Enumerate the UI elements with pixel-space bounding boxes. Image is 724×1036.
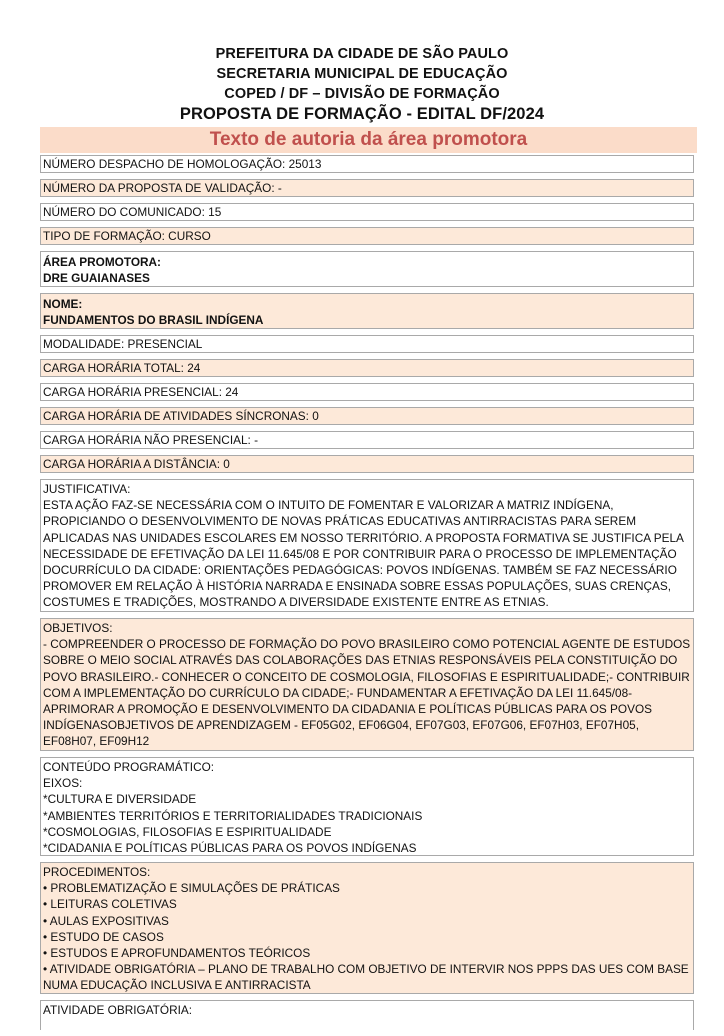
field-tipo: TIPO DE FORMAÇÃO: CURSO bbox=[40, 227, 694, 245]
atividade-label: ATIVIDADE OBRIGATÓRIA: bbox=[43, 1003, 193, 1017]
header-coped: COPED / DF – DIVISÃO DE FORMAÇÃO bbox=[224, 86, 500, 102]
procedimento-item: • ATIVIDADE OBRIGATÓRIA – PLANO DE TRABALHO COM OBJETIVO DE INTERVIR NOS PPPS DAS UES COM BASE NUMA EDUCAÇÃO INCLUSIVA E ANTIRRACISTA bbox=[43, 962, 689, 993]
field-carga-nao-presencial: CARGA HORÁRIA NÃO PRESENCIAL: - bbox=[40, 431, 694, 449]
field-despacho: NÚMERO DESPACHO DE HOMOLOGAÇÃO: 25013 bbox=[40, 155, 694, 173]
header-prefeitura: PREFEITURA DA CIDADE DE SÃO PAULO bbox=[215, 46, 509, 62]
nome-label: NOME: bbox=[43, 297, 83, 311]
field-atividade-obrigatoria bbox=[40, 1000, 694, 1030]
subtitle-banner: Texto de autoria da área promotora bbox=[40, 127, 697, 153]
field-carga-total: CARGA HORÁRIA TOTAL: 24 bbox=[40, 359, 694, 377]
nome-value: FUNDAMENTOS DO BRASIL INDÍGENA bbox=[43, 313, 264, 328]
field-comunicado: NÚMERO DO COMUNICADO: 15 bbox=[40, 203, 694, 221]
procedimento-item: • ESTUDOS E APROFUNDAMENTOS TEÓRICOS bbox=[43, 946, 311, 961]
field-carga-presencial: CARGA HORÁRIA PRESENCIAL: 24 bbox=[40, 383, 694, 401]
objetivos-label: OBJETIVOS: bbox=[43, 621, 113, 635]
objetivos-text: - COMPREENDER O PROCESSO DE FORMAÇÃO DO POVO BRASILEIRO COMO POTENCIAL AGENTE DE ESTUDOS SOBRE O MEIO SOCIAL ATRAVÉS DAS COLABORAÇÕES DAS ETNIAS RESPONSÁVEIS PELA CONSTITUIÇÃO DO POVO BRASILEIRO.- CONHECER O CONCEITO DE COSMOLOGIA, FILOSOFIAS E ESPIRITUALIDADE;- CONTRIBUIR COM A IMPLEMENTAÇÃO DO CURRÍCULO DA CIDADE;- FUNDAMENTAR A EFETIVAÇÃO DA LEI 11.645/08- APRIMORAR A PROMOÇÃO E DESENVOLVIMENTO DA CIDADANIA E POLÍTICAS PÚBLICAS PARA OS POVOS INDÍGENASOBJETIVOS DE APRENDIZAGEM - EF05G02, EF06G04, EF07G03, EF07G06, EF07H03, EF07H05, EF08H07, EF09H12 bbox=[43, 637, 691, 749]
conteudo-label: CONTEÚDO PROGRAMÁTICO: bbox=[43, 760, 215, 774]
field-carga-sincronas: CARGA HORÁRIA DE ATIVIDADES SÍNCRONAS: 0 bbox=[40, 407, 694, 425]
header-secretaria: SECRETARIA MUNICIPAL DE EDUCAÇÃO bbox=[216, 66, 508, 82]
field-area-promotora bbox=[40, 251, 694, 287]
justificativa-text: ESTA AÇÃO FAZ-SE NECESSÁRIA COM O INTUITO DE FOMENTAR E VALORIZAR A MATRIZ INDÍGENA, PROPICIANDO O DESENVOLVIMENTO DE NOVAS PRÁTICAS EDUCATIVAS ANTIRRACISTAS PARA SEREM APLICADAS NAS UNIDADES ESCOLARES EM NOSSO TERRITÓRIO. A PROPOSTA FORMATIVA SE JUSTIFICA PELA NECESSIDADE DE EFETIVAÇÃO DA LEI 11.645/08 E POR CONTRIBUIR PARA O PROCESSO DE IMPLEMENTAÇÃO DOCURRÍCULO DA CIDADE: ORIENTAÇÕES PEDAGÓGICAS: POVOS INDÍGENAS. TAMBÉM SE FAZ NECESSÁRIO PROMOVER EM RELAÇÃO À HISTÓRIA NARRADA E ENSINADA SOBRE ESSAS POPULAÇÕES, SUAS CRENÇAS, COSTUMES E TRADIÇÕES, MOSTRANDO A DIVERSIDADE EXISTENTE ENTRE AS ETNIAS. bbox=[43, 498, 684, 610]
field-objetivos bbox=[40, 618, 694, 751]
header-proposta: PROPOSTA DE FORMAÇÃO - EDITAL DF/2024 bbox=[179, 105, 545, 123]
field-procedimentos bbox=[40, 862, 694, 994]
conteudo-line: *COSMOLOGIAS, FILOSOFIAS E ESPIRITUALIDADE bbox=[43, 824, 332, 839]
procedimento-item: • LEITURAS COLETIVAS bbox=[43, 897, 177, 912]
field-carga-distancia: CARGA HORÁRIA A DISTÂNCIA: 0 bbox=[40, 455, 694, 473]
form-fields bbox=[40, 155, 694, 1036]
field-nome bbox=[40, 293, 694, 329]
document-header bbox=[0, 0, 724, 124]
field-conteudo bbox=[40, 757, 694, 856]
conteudo-line: *AMBIENTES TERRITÓRIOS E TERRITORIALIDADES TRADICIONAIS bbox=[43, 808, 423, 823]
area-label: ÁREA PROMOTORA: bbox=[43, 255, 161, 269]
justificativa-label: JUSTIFICATIVA: bbox=[43, 482, 131, 496]
conteudo-line: *CULTURA E DIVERSIDADE bbox=[43, 792, 197, 807]
procedimento-item: • PROBLEMATIZAÇÃO E SIMULAÇÕES DE PRÁTICAS bbox=[43, 881, 340, 896]
field-justificativa bbox=[40, 479, 694, 612]
procedimento-item: • AULAS EXPOSITIVAS bbox=[43, 913, 169, 928]
area-value: DRE GUAIANASES bbox=[43, 271, 150, 286]
field-validacao: NÚMERO DA PROPOSTA DE VALIDAÇÃO: - bbox=[40, 179, 694, 197]
field-modalidade: MODALIDADE: PRESENCIAL bbox=[40, 335, 694, 353]
conteudo-line: *CIDADANIA E POLÍTICAS PÚBLICAS PARA OS POVOS INDÍGENAS bbox=[43, 841, 417, 856]
procedimentos-label: PROCEDIMENTOS: bbox=[43, 865, 151, 879]
procedimento-item: • ESTUDO DE CASOS bbox=[43, 929, 164, 944]
conteudo-line: EIXOS: bbox=[43, 776, 83, 791]
